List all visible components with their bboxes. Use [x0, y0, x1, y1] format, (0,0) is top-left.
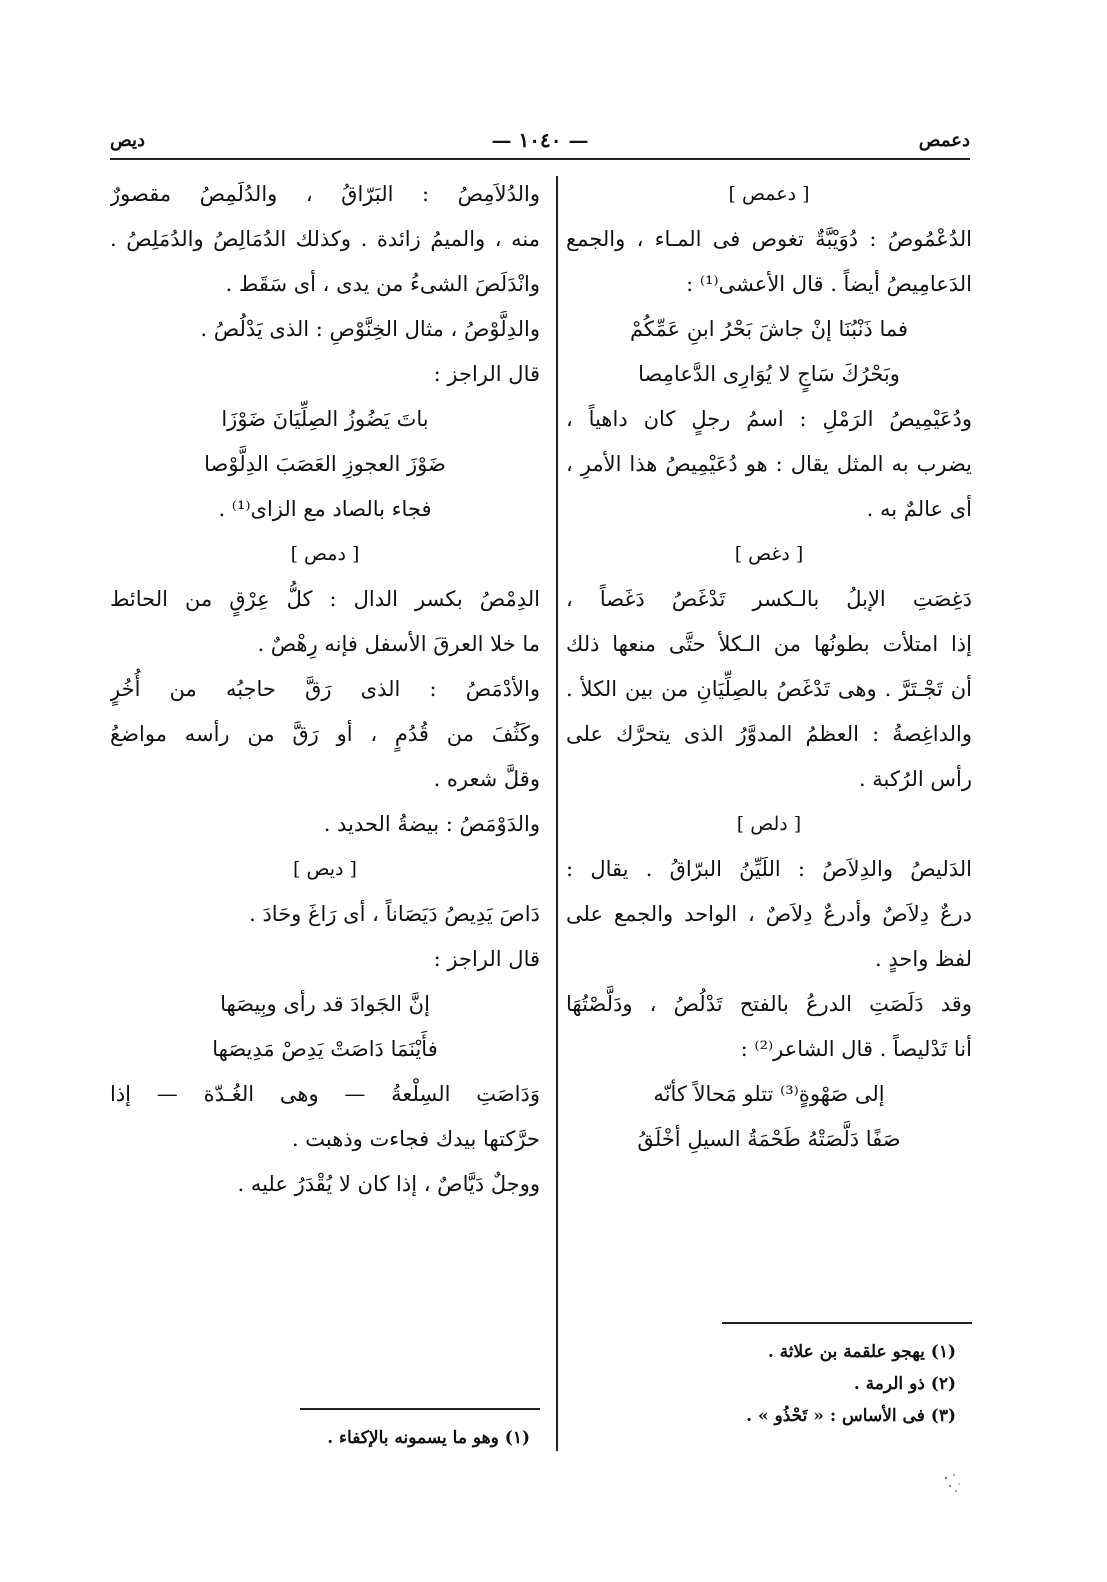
left-column — [110, 172, 540, 1207]
text-line: ما خلا العرقَ الأسفل فإنه رِهْصٌ . — [257, 632, 540, 656]
text-line: والدِلَّوْصُ ، مثال الخِنَّوْصِ : الذى يَدْلُصُ . — [200, 317, 540, 341]
entry-heading: [ ديص ] — [293, 858, 357, 880]
text-line: حرَّكتها بيدك فجاءت وذهبت . — [291, 1127, 540, 1151]
footnote-rule-right — [722, 1322, 972, 1324]
text-line: وكَثُفَ من قُدُمٍ ، أو رَقَّ من رأسه مواضعُ — [110, 722, 540, 746]
text-line: أن تَجْـتَرَّ . وهى تَدْغَصُ بالصِلِّيَانِ من بين الكلأ . — [566, 677, 972, 701]
text-line: أى عالمٌ به . — [866, 497, 972, 521]
text-line: ووجلٌ دَيَّاصٌ ، إذا كان لا يُقْدَرُ عليه . — [237, 1172, 540, 1196]
footnote: (٣) فى الأساس : « تَحْذُو » . — [746, 1406, 956, 1426]
text-line: دَغِصَتِ الإبلُ بالـكسر تَدْغَصُ دَغَصاً ، — [566, 587, 972, 611]
verse-line: ضَوْزَ العجوزِ العَصَبَ الدِلَّوْصا — [204, 452, 446, 476]
verse-line: وبَحْرُكَ سَاجٍ لا يُوَارِى الدَّعامِصا — [638, 362, 900, 386]
entry-heading: [ دلص ] — [736, 813, 802, 835]
text-line: قال الراجز : — [433, 362, 540, 386]
text-line: والداغِصةُ : العظمُ المدوَّرُ الذى يتحرَّك على — [566, 722, 972, 746]
entry-heading: [ دعمص ] — [728, 183, 810, 205]
text-line: الدَعامِيصُ أيضاً . قال الأعشى⁽¹⁾ : — [686, 272, 972, 296]
text-line: قال الراجز : — [433, 947, 540, 971]
footnote: (٢) ذو الرمة . — [853, 1374, 956, 1394]
verse-line: فأَيْنَمَا دَاصَتْ يَدِصْ مَدِيصَها — [212, 1037, 438, 1061]
entry-heading: [ دمص ] — [290, 543, 360, 565]
footnotes-right — [566, 1336, 956, 1432]
verse-line: باتَ يَضُوزُ الصِلِّيَانَ ضَوْزَا — [221, 407, 429, 431]
entry-heading: [ دغص ] — [734, 543, 804, 565]
text-line: الدِمْصُ بكسر الدال : كلُّ عِرْقٍ من الحائط — [110, 587, 540, 611]
text-line: دَاصَ يَدِيصُ دَيَصَاناً ، أى رَاغَ وحَادَ . — [249, 902, 540, 926]
text-line: منه ، والميمُ زائدة . وكذلك الدُمَالِصُ والدُمَلِصُ . — [110, 227, 540, 251]
text-line: ودُعَيْمِيصُ الرَمْلِ : اسمُ رجلٍ كان داهياً ، — [566, 407, 972, 431]
text-line: الدَليصُ والدِلاَصُ : اللَيِّنُ البرّاقُ . يقال : — [566, 857, 972, 881]
text-line: رأس الرُكبة . — [858, 767, 972, 791]
column-divider — [556, 176, 558, 1451]
text-line: والأدْمَصُ : الذى رَقَّ حاجبُه من أُخُرٍ — [110, 677, 540, 701]
text-line: وقد دَلَصَتِ الدرعُ بالفتح تَدْلُصُ ، ودَلَّصْتُهَا — [566, 992, 972, 1016]
text-line: إذا امتلأت بطونُها من الـكلأ حتَّى منعها ذلك — [566, 632, 972, 656]
verse-line: إلى صَهْوةٍ⁽³⁾ تتلو مَحالاً كأنّه — [653, 1082, 885, 1106]
text-line: وقلَّ شعره . — [433, 767, 540, 791]
header-rule — [110, 158, 970, 160]
right-column — [566, 172, 972, 1162]
header-entry-start: دعمص — [918, 130, 970, 151]
verse-line: فما ذَنْبُنَا إنْ جاشَ بَحْرُ ابنِ عَمِّكُمْ — [629, 317, 909, 341]
footnotes-left — [110, 1422, 530, 1454]
header-entry-end: ديص — [110, 130, 146, 151]
page-number: — ١٠٤٠ — — [491, 128, 589, 152]
footnote: (١) وهو ما يسمونه بالإكفاء . — [327, 1428, 530, 1448]
text-line: لفظ واحدٍ . — [875, 947, 972, 971]
verse-line: فجاء بالصاد مع الزاى⁽¹⁾ . — [218, 497, 432, 521]
text-line: يضرب به المثل يقال : هو دُعَيْمِيصُ هذا الأمرِ ، — [566, 452, 972, 476]
verse-line: صَفًا دَلَّصَتْهُ طَحْمَةُ السيلِ أخْلَقُ — [637, 1127, 901, 1151]
text-line: وَدَاصَتِ السِلْعةُ — وهى الغُـدّة — إذا — [110, 1082, 540, 1106]
text-line: أنا تَدْليصاً . قال الشاعر⁽²⁾ : — [740, 1037, 972, 1061]
footnote: (١) يهجو علقمة بن علاثة . — [767, 1342, 956, 1362]
text-line: درعٌ دِلاَصٌ وأدرعٌ دِلاَصٌ ، الواحد والجمع على — [566, 902, 972, 926]
footnote-rule-left — [300, 1408, 540, 1410]
text-line: الدُعْمُوصُ : دُوَيْبَّةٌ تغوص فى المـاء ، والجمع — [566, 227, 972, 251]
text-line: والدَوْمَصُ : بيضةُ الحديد . — [323, 812, 540, 836]
page-speck-mark — [940, 1470, 966, 1496]
text-line: وانْدَلَصَ الشىءُ من يدى ، أى سَقَط . — [225, 272, 540, 296]
text-line: والدُلاَمِصُ : البَرّاقُ ، والدُلَمِصُ مقصورٌ — [110, 182, 540, 206]
verse-line: إنَّ الجَوادَ قد رأى وبِيصَها — [220, 992, 430, 1016]
running-head — [110, 126, 970, 160]
